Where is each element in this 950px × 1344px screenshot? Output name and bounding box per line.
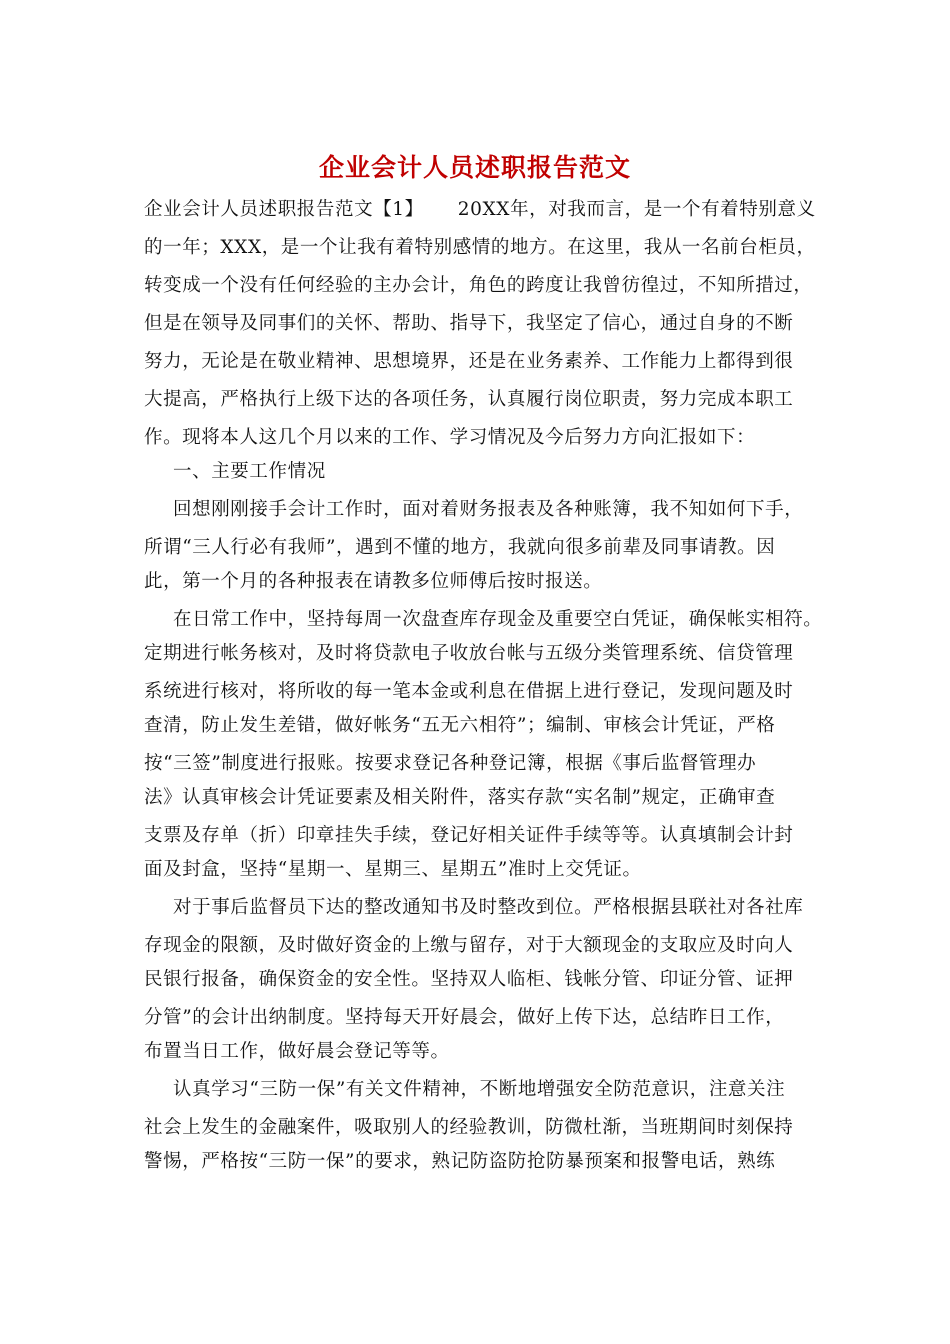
document-title: 企业会计人员述职报告范文 [318, 153, 631, 182]
paragraph-line: 的一年；XXX，是一个让我有着特别感情的地方。在这里，我从一名前台柜员， [144, 237, 816, 258]
paragraph-line: 警惕，严格按“三防一保”的要求，熟记防盗防抢防暴预案和报警电话，熟练 [144, 1151, 776, 1172]
paragraph-line: 此，第一个月的各种报表在请教多位师傅后按时报送。 [144, 571, 603, 592]
paragraph-line: 转变成一个没有任何经验的主办会计，角色的跨度让我曾彷徨过，不知所措过， [144, 275, 813, 296]
paragraph-line: 面及封盒，坚持“星期一、星期三、星期五”准时上交凭证。 [144, 859, 642, 880]
paragraph-line: 按“三签”制度进行报账。按要求登记各种登记簿，根据《事后监督管理办 [144, 753, 757, 774]
paragraph-line: 支票及存单（折）印章挂失手续，登记好相关证件手续等等。认真填制会计封 [144, 825, 794, 846]
paragraph-line: 所谓“三人行必有我师”，遇到不懂的地方，我就向很多前辈及同事请教。因 [144, 537, 776, 558]
paragraph-line: 努力，无论是在敬业精神、思想境界，还是在业务素养、工作能力上都得到很 [144, 351, 794, 372]
paragraph-line: 在日常工作中，坚持每周一次盘查库存现金及重要空白凭证，确保帐实相符。 [173, 609, 823, 630]
paragraph-line: 分管”的会计出纳制度。坚持每天开好晨会，做好上传下达，总结昨日工作， [144, 1007, 785, 1028]
line-text: 企业会计人员述职报告范文【1】 [144, 199, 424, 220]
paragraph-line [144, 198, 816, 222]
paragraph-line: 民银行报备，确保资金的安全性。坚持双人临柜、钱帐分管、印证分管、证押 [144, 969, 794, 990]
paragraph-line: 存现金的限额，及时做好资金的上缴与留存，对于大额现金的支取应及时向人 [144, 935, 794, 956]
paragraph-line: 对于事后监督员下达的整改通知书及时整改到位。严格根据县联社对各社库 [173, 897, 804, 918]
paragraph-line: 查清，防止发生差错，做好帐务“五无六相符”；编制、审核会计凭证，严格 [144, 715, 776, 736]
paragraph-line: 回想刚刚接手会计工作时，面对着财务报表及各种账簿，我不知如何下手， [173, 499, 804, 520]
paragraph-line: 认真学习“三防一保”有关文件精神，不断地增强安全防范意识，注意关注 [173, 1079, 786, 1100]
paragraph-line: 系统进行核对，将所收的每一笔本金或利息在借据上进行登记，发现问题及时 [144, 681, 794, 702]
paragraph-line: 布置当日工作，做好晨会登记等等。 [144, 1041, 450, 1062]
paragraph-line: 大提高，严格执行上级下达的各项任务，认真履行岗位职责，努力完成本职工 [144, 389, 794, 410]
line-text: 20XX年，对我而言，是一个有着特别意义 [457, 199, 816, 220]
section-heading: 一、主要工作情况 [173, 461, 326, 482]
paragraph-line: 定期进行帐务核对，及时将贷款电子收放台帐与五级分类管理系统、信贷管理 [144, 643, 794, 664]
paragraph-line: 但是在领导及同事们的关怀、帮助、指导下，我坚定了信心，通过自身的不断 [144, 313, 794, 334]
paragraph-line: 法》认真审核会计凭证要素及相关附件，落实存款“实名制”规定，正确审查 [144, 787, 776, 808]
paragraph-line: 社会上发生的金融案件，吸取别人的经验教训，防微杜渐，当班期间时刻保持 [144, 1117, 794, 1138]
paragraph-line: 作。现将本人这几个月以来的工作、学习情况及今后努力方向汇报如下： [144, 427, 756, 448]
